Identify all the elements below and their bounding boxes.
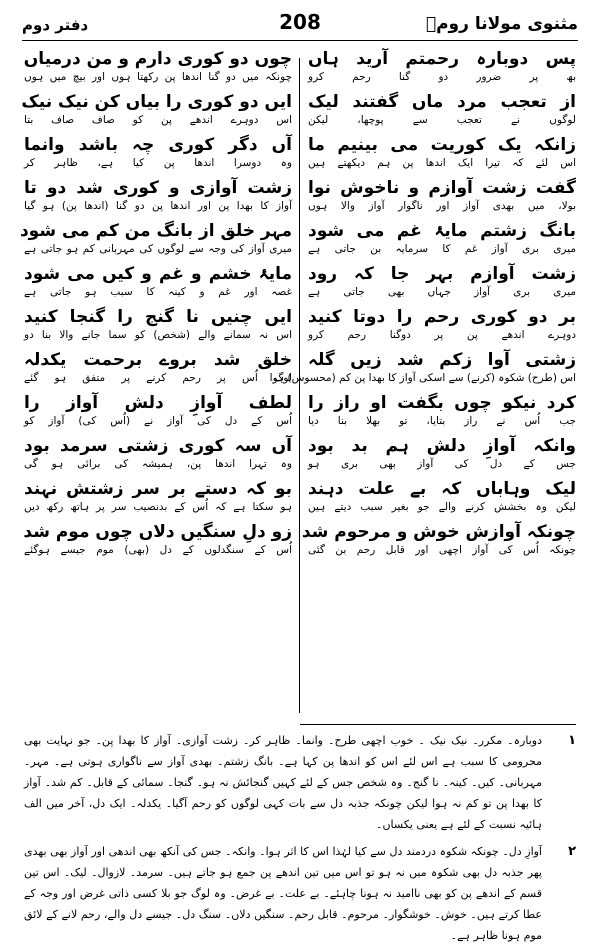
page-number: 208	[279, 10, 321, 34]
translation-line: میری آواز کی وجہ سے لوگوں کی مہربانی کم ہو جاتی ہے	[24, 243, 292, 255]
translation-line: بولا، میں بھدی آواز اور ناگوار آواز والا ہوں	[308, 200, 576, 212]
couplet	[24, 349, 292, 392]
couplet	[308, 478, 576, 521]
translation-line: چونکہ اُس کی آواز اچھی اور قابل رحم بن گئی	[308, 544, 576, 556]
couplet	[24, 134, 292, 177]
couplet	[308, 392, 576, 435]
couplet	[308, 306, 576, 349]
verse-line: لیک وہاباں کہ بے علت دہند	[308, 479, 576, 499]
verse-line: وانکہ آوازِ دلش ہم بد بود	[308, 436, 576, 456]
header-rule	[22, 40, 578, 41]
translation-line: جس کے دل کی آواز بھی بری ہو	[308, 458, 576, 470]
couplet	[301, 521, 576, 564]
translation-line: دوہرے اندھے پن پر دوگنا رحم کرو	[308, 329, 576, 341]
footnote-rule	[300, 724, 576, 725]
page-header	[22, 6, 578, 40]
couplet	[24, 48, 292, 91]
translation-line: لوگوں نے تعجب سے پوچھا، لیکن	[308, 114, 576, 126]
couplet	[308, 220, 576, 263]
left-column	[19, 48, 292, 564]
verse-line: بو کہ دستے بر سر زشتش نہند	[24, 479, 292, 499]
translation-line: غصہ اور غم و کینہ کا سبب ہو جاتی ہے	[24, 286, 292, 298]
translation-line: چونکہ میں دو گنا اندھا پن رکھتا ہوں اور بیچ میں ہوں	[24, 71, 292, 83]
couplet	[24, 478, 292, 521]
couplet	[308, 435, 576, 478]
translation-line: اُس کے دل کی آواز نے (اُس کی) آواز کو	[24, 415, 292, 427]
couplet	[308, 91, 576, 134]
couplet	[308, 263, 576, 306]
translation-line: لوگ اُس پر رحم کرنے پر متفق ہو گئے	[24, 372, 292, 384]
verse-line: زشت آوازی و کوری شد دو تا	[24, 178, 292, 198]
couplet	[24, 435, 292, 478]
couplet	[21, 91, 292, 134]
footnote	[24, 841, 576, 946]
verse-line: زانکہ یک کوریت می بینیم ما	[308, 135, 576, 155]
translation-line: میری بری آواز جہاں بھی جاتی ہے	[308, 286, 576, 298]
verse-line: گفت زشت آوازم و ناخوش نوا	[308, 178, 576, 198]
footnote-number: ۲	[568, 844, 576, 859]
footnote-number: ۱	[568, 733, 576, 748]
translation-line: اُس کے سنگدلوں کے دل (بھی) موم جیسے ہوگئے	[24, 544, 292, 556]
translation-line: لیکن وہ بخشش کرنے والے جو بغیر سبب دیتے ہیں	[308, 501, 576, 513]
verse-line: آں سہ کوری زشتی سرمد بود	[24, 436, 292, 456]
translation-line: بھ پر ضرور دو گنا رحم کرو	[308, 71, 576, 83]
footnote-text: دوبارہ۔ مکرر۔ نیک نیک ۔ خوب اچھی طرح۔ وانما۔ ظاہر کر۔ زشت آوازی۔ آواز کا بھدا پن۔ جو نہایت بھی محرومی کا سبب ہے اس لئے اس کو اندھا پن کہا ہے۔ بانگ زشتم۔ بھدی آواز سے ناگواری ہوتی ہے۔ مہر۔ مہربانی۔ کیں۔ کینہ۔ نا گنج۔ وہ شخص جس کے لئے کہیں گنجائش نہ ہو۔ گنجا۔ سمائی کے قابل۔ کم شد۔ آواز کا بھدا پن تو کم نہ ہوا لیکن چونکہ جذبہ دل سے بات کہی لوگوں کو رحم آگیا۔ یکدلہ۔ ایک دل، آخر میں الف ہائیہ نسبت کے لئے ہے یعنی یکساں۔	[24, 734, 542, 831]
couplet	[24, 306, 292, 349]
footnote	[24, 730, 576, 835]
verse-line: ایں چنیں نا گنج را گنجا کنید	[24, 307, 292, 327]
verse-line: آں دگر کوری چہ باشد وانما	[24, 135, 292, 155]
verse-line: زشتی آوا زکم شد زیں گلہ	[308, 350, 576, 370]
verse-line: زشت آوازم بہر جا کہ رود	[308, 264, 576, 284]
book-title: مثنوی مولانا رومؒ	[425, 14, 578, 34]
verse-line: ایں دو کوری را بیاں کن نیک نیک	[21, 92, 292, 112]
footnotes	[24, 730, 576, 946]
verse-line: خلق شد بروے برحمت یکدلہ	[24, 350, 292, 370]
translation-line: اس (طرح) شکوہ (کرنے) سے اسکی آواز کا بھدا پن کم (محسوس) ہوا	[269, 372, 576, 384]
right-column	[269, 48, 576, 564]
verse-line: لطف آوازِ دلش آواز را	[24, 393, 292, 413]
translation-line: میری بری آواز غم کا سرمایہ بن جاتی ہے	[308, 243, 576, 255]
section-title: دفتر دوم	[22, 16, 89, 34]
verse-line: چونکہ آوازش خوش و مرحوم شد	[301, 522, 576, 542]
translation-line: وہ تہرا اندھا پن، ہمیشہ کی برائی ہو گی	[24, 458, 292, 470]
translation-line: جب اُس نے راز بتایا، تو بھلا بنا دیا	[308, 415, 576, 427]
couplet	[308, 177, 576, 220]
column-divider	[299, 58, 300, 713]
couplet	[308, 134, 576, 177]
verse-line: بانگ زشتم مایۂ غم می شود	[308, 221, 576, 241]
verse-line: از تعجب مرد ماں گفتند لیک	[308, 92, 576, 112]
verse-line: زو دلِ سنگیں دلاں چوں موم شد	[23, 522, 292, 542]
translation-line: اس نہ سمانے والے (شخص) کو سما جانے والا بنا دو	[24, 329, 292, 341]
verse-line: بر دو کوری رحم را دوتا کنید	[308, 307, 576, 327]
couplet	[308, 48, 576, 91]
verse-line: پس دوبارہ رحمتم آرید ہاں	[308, 49, 576, 69]
translation-line: وہ دوسرا اندھا پن کیا ہے، ظاہر کر	[24, 157, 292, 169]
verse-line: چوں دو کوری دارم و من درمیاں	[23, 49, 292, 69]
couplet	[269, 349, 576, 392]
verse-line: کرد نیکو چوں بگفت او راز را	[308, 393, 576, 413]
couplet	[24, 521, 292, 564]
translation-line: اس دوہرے اندھے پن کو صاف صاف بتا	[24, 114, 292, 126]
couplet	[24, 392, 292, 435]
translation-line: آواز کا بھدا پن اور اندھا پن دو گنا (اندھا پن) ہو گیا	[24, 200, 292, 212]
footnote-text: آوازِ دل۔ چونکہ شکوہ دردمند دل سے کیا لہٰذا اس کا اثر ہوا۔ وانکہ۔ جس کی آنکھ بھی اندھی اور آواز بھی بھدی پھر جذبہ دل بھی شکوہ میں نہ ہو تو اس میں تین اندھے پن جمع ہو جاتے ہیں۔ سرمد۔ لازوال۔ لیک۔ اس تین قسم کے اندھے پن کو بھی ناامید نہ ہونا چاہئے۔ بے علت۔ بے غرض۔ وہ لوگ جو بلا کسی ذاتی غرض اور وجہ کے عطا کرتے ہیں۔ خوش۔ خوشگوار۔ مرحوم۔ قابل رحم۔ سنگیں دلاں۔ سنگ دل۔ جیسے دل والے، رحم لانے کے لائق موم ہونا ظاہر ہے۔	[24, 845, 542, 942]
verse-line: مہر خلق از بانگ من کم می شود	[19, 221, 292, 241]
verse-line: مایۂ خشم و غم و کیں می شود	[24, 264, 292, 284]
couplet	[24, 177, 292, 220]
couplet	[24, 263, 292, 306]
couplet	[19, 220, 292, 263]
translation-line: ہو سکتا ہے کہ اُس کے بدنصیب سر پر ہاتھ رکھ دیں	[24, 501, 292, 513]
translation-line: اس لئے کہ تیرا ایک اندھا پن ہم دیکھتے ہیں	[308, 157, 576, 169]
